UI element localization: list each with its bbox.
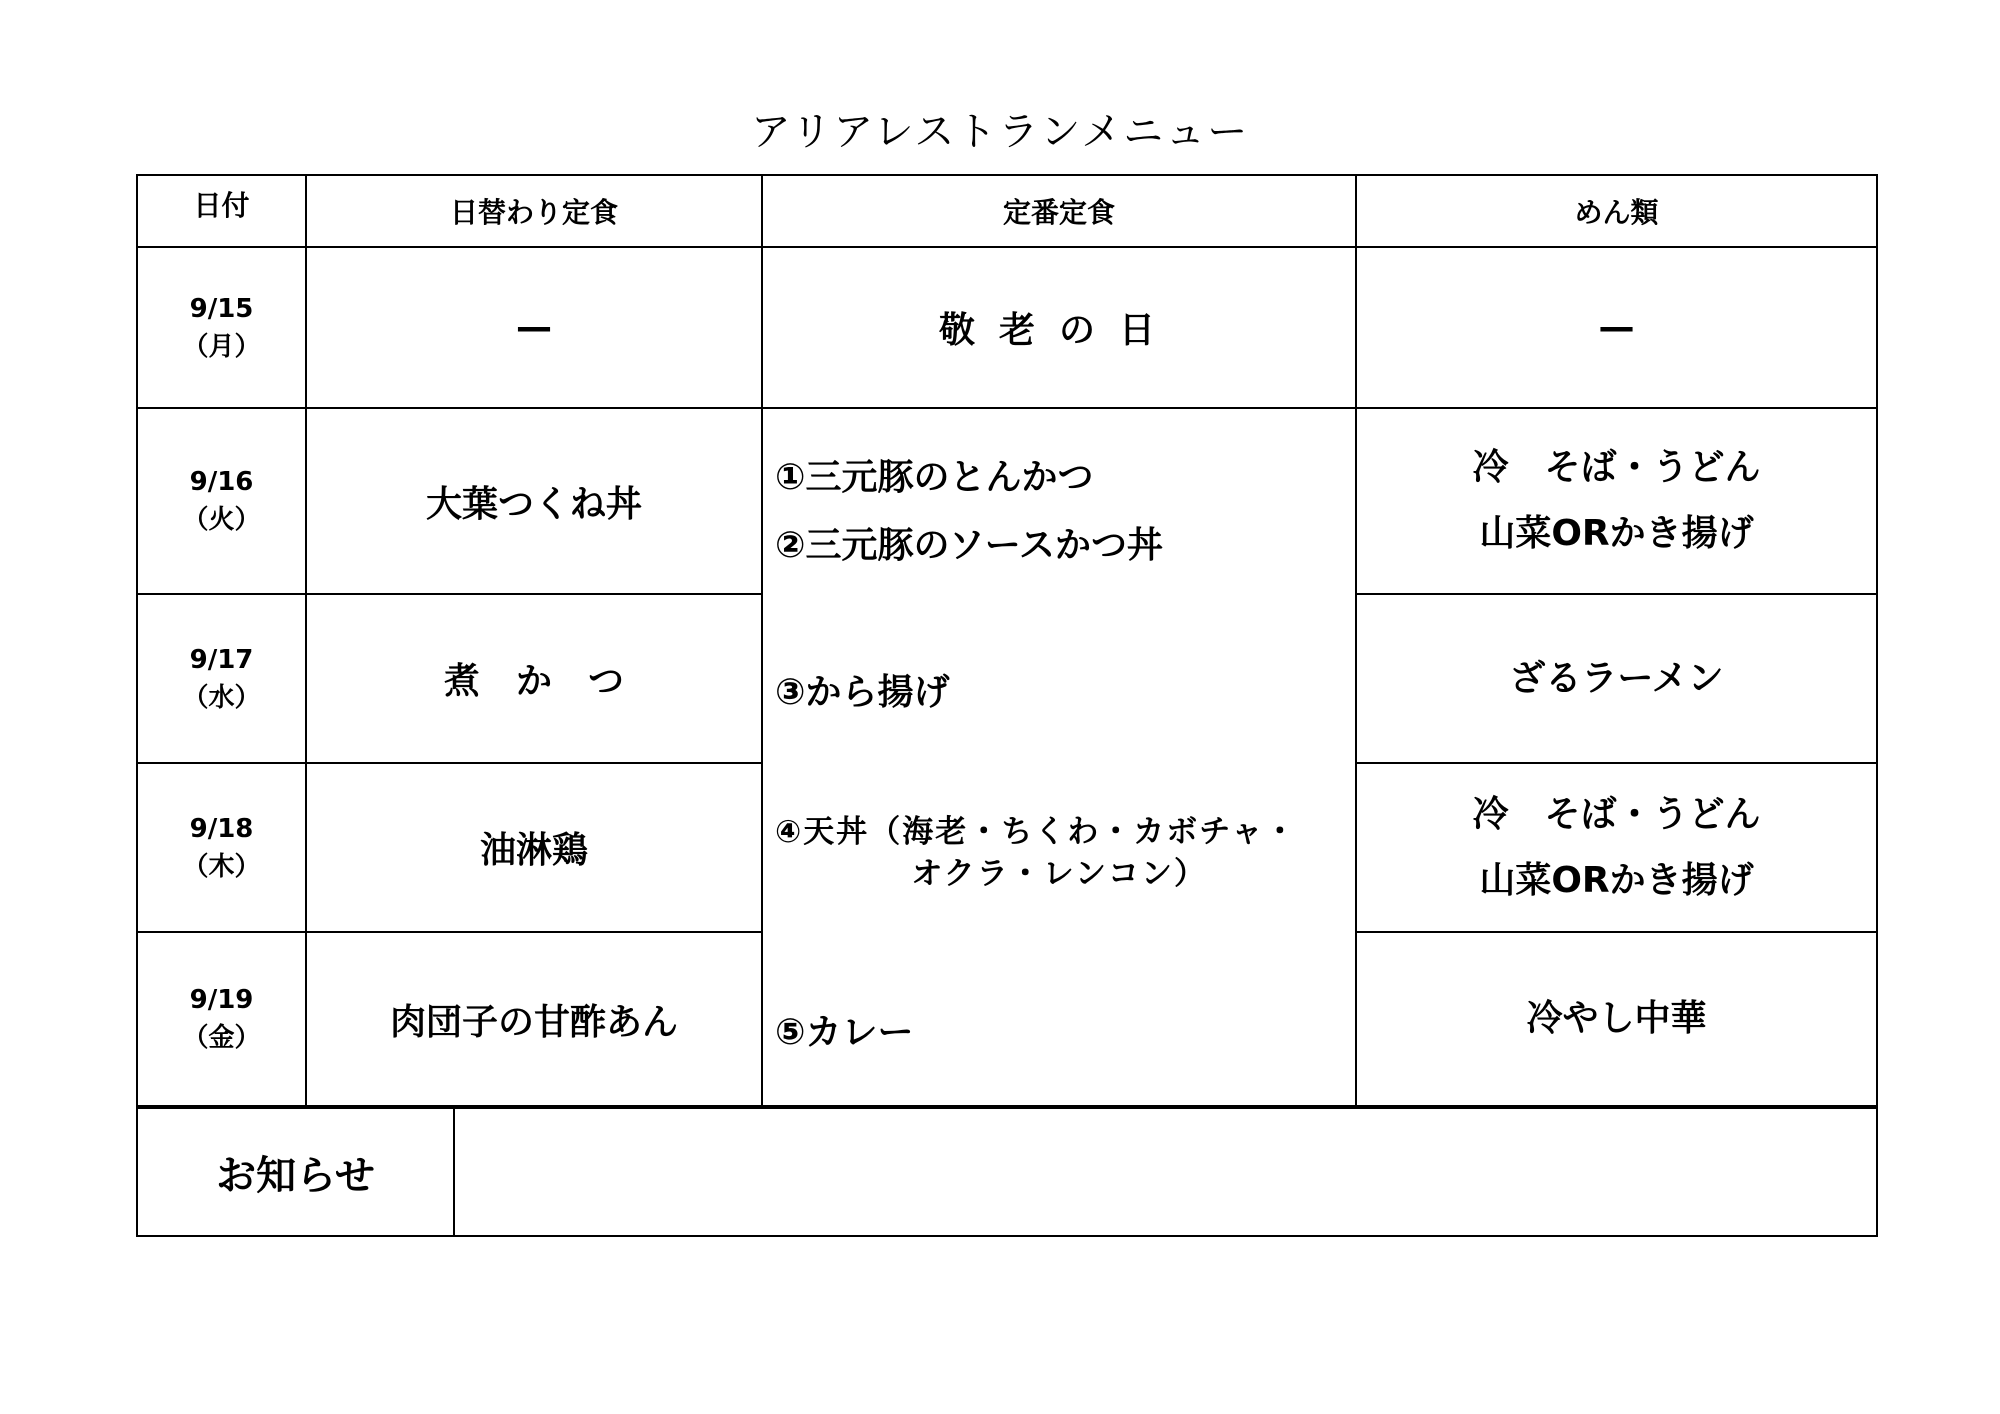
date-cell (137, 408, 306, 594)
standard-item: ②三元豚のソースかつ丼 (775, 525, 1163, 566)
standard-set-cell (762, 408, 1356, 1106)
daily-set-cell: 油淋鶏 (306, 763, 762, 932)
notice-table (136, 1107, 1878, 1237)
date-cell (137, 594, 306, 763)
holiday-cell: 敬老の日 (762, 247, 1356, 408)
notice-row (137, 1108, 1877, 1236)
menu-table (136, 174, 1878, 1107)
daily-set-cell: 煮 か つ (306, 594, 762, 763)
date-text: 9/19 (189, 985, 254, 1015)
noodle-cell (1356, 594, 1877, 763)
daily-set-cell: 大葉つくね丼 (306, 408, 762, 594)
date-text: 9/15 (189, 293, 254, 324)
table-row (137, 247, 1877, 408)
standard-item-line: オクラ・レンコン） (911, 856, 1207, 892)
standard-item: ①三元豚のとんかつ (775, 457, 1094, 498)
daily-set-cell: 肉団子の甘酢あん (306, 932, 762, 1106)
noodle-cell (1356, 932, 1877, 1106)
weekday-text: （金） (182, 1023, 261, 1053)
header-row (137, 175, 1877, 247)
noodle-cell (1356, 408, 1877, 594)
date-cell (137, 247, 306, 408)
weekday-text: （月） (182, 331, 261, 362)
noodle-line: 山菜ORかき揚げ (1479, 513, 1754, 554)
standard-item: ③から揚げ (775, 672, 950, 713)
notice-body (454, 1108, 1877, 1236)
date-text: 9/18 (189, 813, 254, 844)
weekday-text: （木） (182, 851, 261, 882)
page-title: アリアレストランメニュー (750, 109, 1250, 155)
noodle-cell: — (1356, 247, 1877, 408)
header-noodles: めん類 (1356, 175, 1877, 247)
date-text: 9/16 (189, 467, 254, 497)
date-cell (137, 763, 306, 932)
standard-item (775, 811, 1297, 895)
weekday-text: （火） (182, 505, 261, 535)
standard-item: ⑤カレー (775, 1012, 914, 1053)
noodle-cell (1356, 763, 1877, 932)
header-daily-set: 日替わり定食 (306, 175, 762, 247)
standard-item-line: ④天丼（海老・ちくわ・カボチャ・ (775, 814, 1298, 850)
daily-set-cell: — (306, 247, 762, 408)
date-text: 9/17 (189, 644, 254, 675)
noodle-line: 冷 そば・うどん (1472, 447, 1761, 488)
noodle-line: 冷 そば・うどん (1472, 793, 1761, 835)
table-row (137, 408, 1877, 594)
noodle-line: ざるラーメン (1509, 657, 1724, 699)
weekday-text: （水） (182, 682, 261, 713)
header-standard-set: 定番定食 (762, 175, 1356, 247)
date-cell (137, 932, 306, 1106)
header-date: 日付 (137, 175, 306, 247)
notice-label: お知らせ (137, 1108, 454, 1236)
noodle-line: 山菜ORかき揚げ (1479, 859, 1754, 901)
noodle-line: 冷やし中華 (1526, 998, 1707, 1039)
